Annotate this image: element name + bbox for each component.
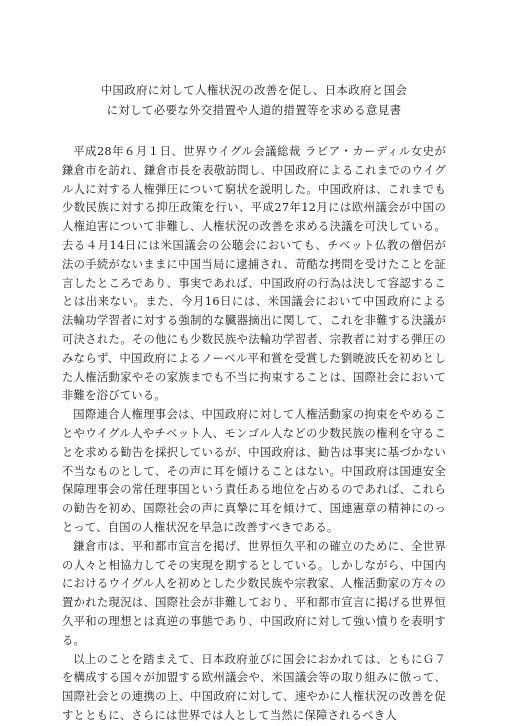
title-line-1: 中国政府に対して人権状況の改善を促し、日本政府と国会 [100, 83, 408, 97]
document-title [62, 80, 446, 120]
paragraph-1: 平成28年６月１日、世界ウイグル会議総裁 ラビア・カーディル女史が鎌倉市を訪れ、鎌倉市長を表敬訪問し、中国政府によるこれまでのウイグル人に対する人権弾圧について窮状を説明した。中国政府は、これまでも少数民族に対する抑圧政策を行い、平成27年12月には欧州議会が中国の人権迫害について非難し、人権状況の改善を求める決議を可決している。去る４月14日には米国議会の公聴会においても、チベット仏教の僧侶が法の手続がないままに中国当局に逮捕され、苛酷な拷問を受けたことを証言したところであり、事実であれば、中国政府の行為は決して容認することは出来ない。また、今月16日には、米国議会において中国政府による法輪功学習者に対する強制的な臓器摘出に関して、これを非難する決議が可決された。その他にも少数民族や法輪功学習者、宗教者に対する弾圧のみならず、中国政府によるノーベル平和賞を受賞した劉暁波氏を初めとした人権活動家やその家族までも不当に拘束することは、国際社会において非難を浴びている。 [62, 145, 446, 403]
paragraph-2: 国際連合人権理事会は、中国政府に対して人権活動家の拘束をやめることやウイグル人やチベット人、モンゴル人などの少数民族の権利を守ることを求める勧告を採択しているが、中国政府は、勧告は事実に基づかない不当なものとして、その声に耳を傾けることはない。中国政府は国連安全保障理事会の常任理事国という責任ある地位を占めるのであれば、これらの勧告を初め、国際社会の声に真摯に耳を傾けて、国連憲章の精神にのっとって、自国の人権状況を早急に改善すべきである。 [62, 408, 446, 534]
paragraph-4: 以上のことを踏まえて、日本政府並びに国会におかれては、ともにＧ７を構成する国々が加盟する欧州議会や、米国議会等の取り組みに倣って、国際社会との連携の上、中国政府に対して、速やかに人権状況の改善を促すとともに、さらには世界では人として当然に保障されるべき人 [62, 652, 446, 722]
paragraph-3: 鎌倉市は、平和都市宣言を掲げ、世界恒久平和の確立のために、全世界の人々と相協力してその実現を期するとしている。しかしながら、中国内におけるウイグル人を初めとした少数民族や宗教家、人権活動家の方々の置かれた現況は、国際社会が非難しており、平和都市宣言に掲げる世界恒久平和の理想とは真逆の事態であり、中国政府に対して強い憤りを表明する。 [62, 539, 446, 647]
title-line-2: に対して必要な外交措置や人道的措置等を求める意見書 [106, 103, 402, 117]
document-body [62, 143, 446, 726]
